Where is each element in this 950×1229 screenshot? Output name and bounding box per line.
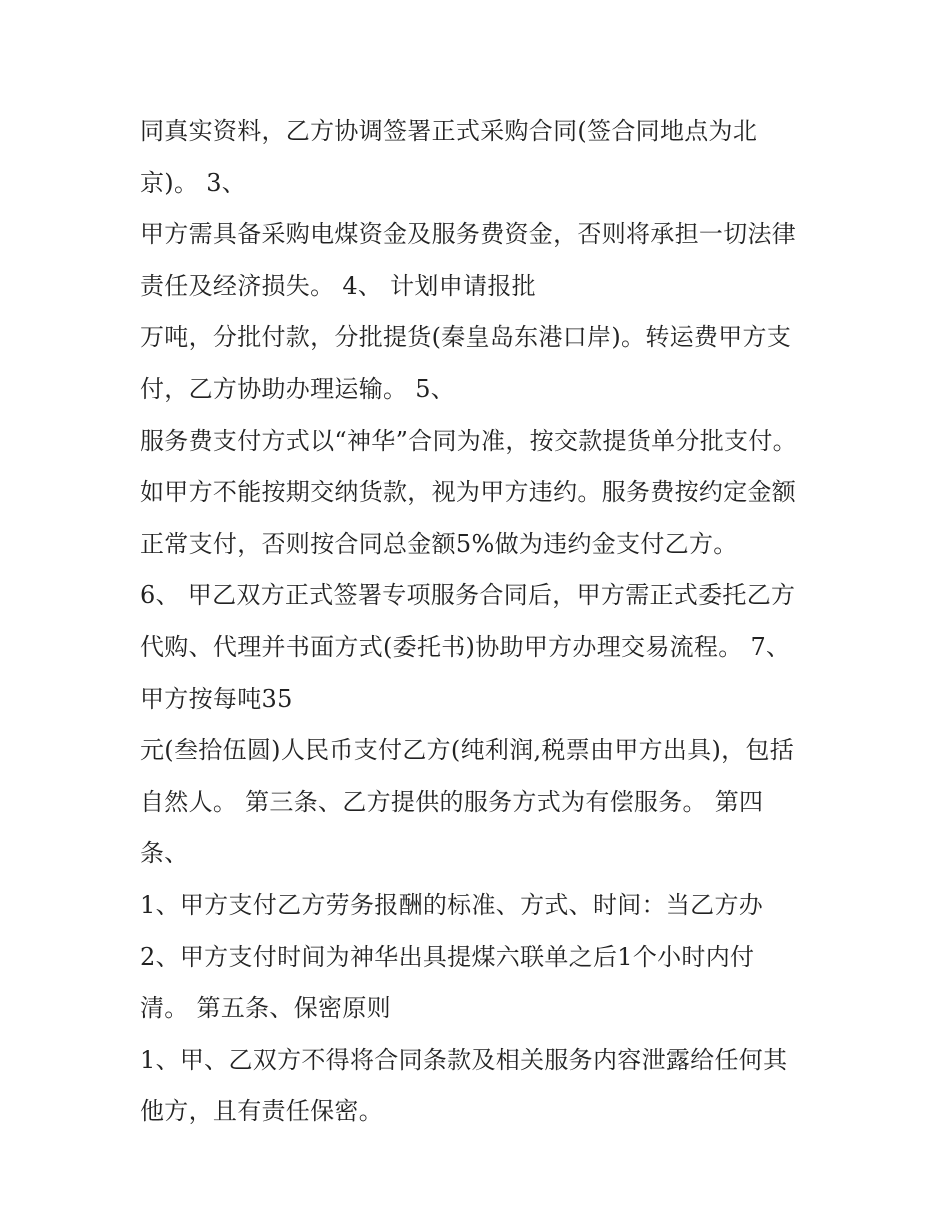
text-line: 2、甲方支付时间为神华出具提煤六联单之后1个小时内付 xyxy=(140,942,755,971)
document-body xyxy=(140,106,830,1138)
text-line: 正常支付，否则按合同总金额5%做为违约金支付乙方。 xyxy=(140,529,738,558)
text-line: 元(叁拾伍圆)人民币支付乙方(纯利润,税票由甲方出具)，包括 xyxy=(140,736,795,765)
text-line: 京)。 3、 xyxy=(140,168,247,197)
text-line: 付，乙方协助办理运输。 5、 xyxy=(140,374,456,403)
text-line: 代购、代理并书面方式(委托书)协助甲方办理交易流程。 7、 xyxy=(140,632,791,661)
text-line: 同真实资料，乙方协调签署正式采购合同(签合同地点为北 xyxy=(140,117,758,145)
text-line: 自然人。 第三条、乙方提供的服务方式为有偿服务。 第四 xyxy=(140,787,764,816)
text-line: 1、甲方支付乙方劳务报酬的标准、方式、时间：当乙方办 xyxy=(140,890,764,919)
text-line: 条、 xyxy=(140,839,189,868)
text-line: 万吨，分批付款，分批提货(秦皇岛东港口岸)。转运费甲方支 xyxy=(140,323,792,352)
text-line: 服务费支付方式以“神华”合同为准，按交款提货单分批支付。 xyxy=(140,426,797,455)
text-line: 6、 甲乙双方正式签署专项服务合同后，甲方需正式委托乙方 xyxy=(140,581,796,610)
text-line: 清。 第五条、保密原则 xyxy=(140,994,391,1023)
text-line: 甲方需具备采购电煤资金及服务费资金，否则将承担一切法律 xyxy=(140,220,797,249)
text-line: 他方，且有责任保密。 xyxy=(140,1097,383,1126)
text-line: 1、甲、乙双方不得将合同条款及相关服务内容泄露给任何其 xyxy=(140,1045,788,1074)
text-line: 如甲方不能按期交纳货款，视为甲方违约。服务费按约定金额 xyxy=(140,478,797,507)
text-line: 责任及经济损失。 4、 计划申请报批 xyxy=(140,271,536,300)
text-line: 甲方按每吨35 xyxy=(140,684,293,713)
